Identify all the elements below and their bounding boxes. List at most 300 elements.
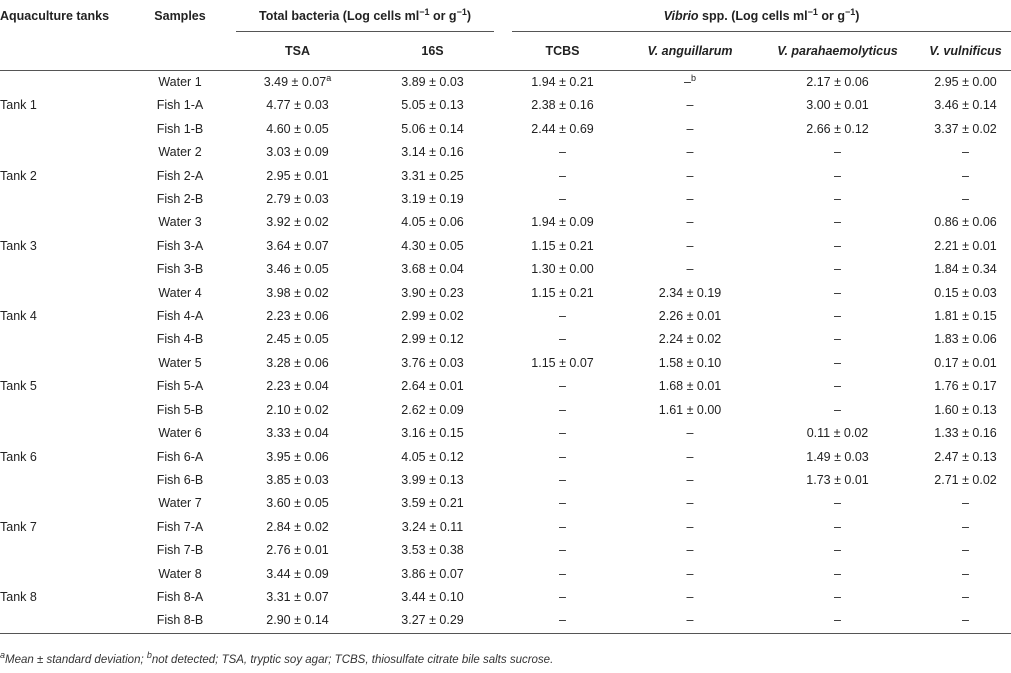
cell-tcbs-value: – [559, 519, 566, 534]
cell-v-anguillarum [625, 492, 755, 515]
cell-tsa-value: 4.60 ± 0.05 [266, 121, 329, 136]
cell-v-vulnificus [920, 446, 1011, 469]
table-row [0, 235, 1011, 258]
col-header-tcbs: TCBS [545, 44, 580, 58]
cell-tcbs-value: – [559, 379, 566, 394]
cell-v-vulnificus [920, 539, 1011, 562]
col-header-v-anguillarum: V. anguillarum [647, 44, 733, 58]
cell-tsa [230, 235, 365, 258]
table-row [0, 188, 1011, 211]
cell-v-anguillarum [625, 235, 755, 258]
cell-16s [365, 539, 500, 562]
col-header-16s: 16S [421, 44, 444, 58]
tank-label: Tank 6 [0, 449, 37, 464]
cell-16s-value: 3.89 ± 0.03 [401, 75, 464, 89]
cell-v-vulnificus-value: 3.46 ± 0.14 [934, 98, 997, 113]
footnote-marker: b [690, 73, 696, 83]
cell-16s-value: 3.31 ± 0.25 [401, 168, 464, 183]
cell-v-anguillarum-value: – [686, 496, 694, 511]
table-row [0, 516, 1011, 539]
cell-16s-value: 3.90 ± 0.23 [401, 285, 464, 300]
cell-v-anguillarum [625, 94, 755, 117]
cell-v-parahaemolyticus-value: – [834, 285, 841, 300]
cell-sample: Fish 8-B [130, 609, 230, 633]
cell-tcbs-value: 2.44 ± 0.69 [531, 121, 594, 136]
cell-16s [365, 375, 500, 398]
cell-v-vulnificus-value: 1.33 ± 0.16 [934, 426, 997, 441]
table-row [0, 563, 1011, 586]
table-row [0, 446, 1011, 469]
cell-tsa-value: 2.79 ± 0.03 [266, 192, 329, 207]
cell-tsa-value: 3.64 ± 0.07 [266, 238, 329, 253]
cell-v-anguillarum-value: – [684, 75, 691, 89]
cell-v-anguillarum [625, 446, 755, 469]
cell-tcbs [500, 258, 625, 281]
table-row [0, 469, 1011, 492]
cell-16s-value: 4.05 ± 0.12 [401, 449, 464, 464]
cell-v-parahaemolyticus [755, 258, 920, 281]
tank-label: Tank 3 [0, 238, 37, 253]
cell-v-parahaemolyticus [755, 422, 920, 445]
cell-v-parahaemolyticus-value: 1.49 ± 0.03 [806, 449, 869, 464]
table-row [0, 94, 1011, 117]
cell-sample: Fish 3-B [156, 262, 204, 277]
cell-v-anguillarum [625, 282, 755, 305]
cell-v-parahaemolyticus-value: – [834, 355, 841, 370]
cell-v-parahaemolyticus-value: – [834, 543, 841, 558]
cell-tsa-value: 3.85 ± 0.03 [266, 472, 329, 487]
cell-16s-value: 2.62 ± 0.09 [401, 402, 464, 417]
cell-v-parahaemolyticus [755, 118, 920, 141]
cell-tsa [230, 446, 365, 469]
cell-16s [365, 165, 500, 188]
cell-v-anguillarum [625, 305, 755, 328]
cell-tsa [230, 165, 365, 188]
cell-tcbs-value: – [559, 332, 566, 347]
cell-v-parahaemolyticus-value: 3.00 ± 0.01 [806, 98, 869, 113]
cell-v-parahaemolyticus-value: – [834, 215, 841, 230]
cell-v-anguillarum-value: – [686, 566, 694, 581]
cell-v-vulnificus-value: 0.17 ± 0.01 [934, 355, 997, 370]
cell-tcbs-value: – [559, 543, 566, 558]
table-row [0, 141, 1011, 164]
cell-tsa-value: 2.10 ± 0.02 [266, 402, 329, 417]
cell-v-parahaemolyticus-value: – [834, 262, 841, 277]
table-row [0, 71, 1011, 95]
cell-tcbs [500, 422, 625, 445]
cell-tcbs [500, 141, 625, 164]
cell-tsa-value: 3.44 ± 0.09 [266, 566, 329, 581]
cell-sample: Water 4 [158, 285, 202, 300]
cell-tcbs-value: – [559, 613, 566, 628]
cell-v-anguillarum [625, 328, 755, 351]
cell-tsa-value: 2.90 ± 0.14 [266, 613, 329, 628]
cell-v-vulnificus [920, 352, 1011, 375]
cell-tcbs-value: – [559, 426, 566, 441]
cell-v-vulnificus [920, 188, 1011, 211]
cell-16s-value: 2.99 ± 0.12 [401, 332, 464, 347]
cell-v-parahaemolyticus [755, 586, 920, 609]
cell-v-anguillarum [625, 118, 755, 141]
cell-tcbs [500, 328, 625, 351]
cell-v-vulnificus-value: – [962, 566, 969, 581]
cell-tcbs-value: – [559, 309, 566, 324]
cell-v-anguillarum [625, 141, 755, 164]
cell-v-vulnificus-value: 1.76 ± 0.17 [934, 379, 997, 394]
table-row [0, 305, 1011, 328]
cell-16s-value: 3.16 ± 0.15 [401, 426, 464, 441]
cell-v-anguillarum-value: 1.61 ± 0.00 [658, 402, 722, 417]
cell-tcbs-value: – [559, 589, 566, 604]
cell-v-vulnificus [920, 235, 1011, 258]
cell-tcbs-value: 1.94 ± 0.09 [531, 215, 594, 230]
cell-tcbs [500, 188, 625, 211]
cell-v-vulnificus-value: – [962, 145, 969, 160]
cell-v-vulnificus-value: – [962, 192, 969, 207]
cell-tcbs [500, 118, 625, 141]
cell-v-anguillarum-value: 2.34 ± 0.19 [658, 285, 722, 300]
cell-v-parahaemolyticus-value: 1.73 ± 0.01 [806, 472, 869, 487]
table-row [0, 328, 1011, 351]
cell-16s [365, 446, 500, 469]
cell-v-anguillarum-value: – [686, 589, 694, 604]
cell-v-vulnificus-value: 1.81 ± 0.15 [934, 309, 997, 324]
cell-tsa [230, 492, 365, 515]
cell-tcbs-value: – [559, 192, 566, 207]
cell-tcbs-value: 1.15 ± 0.07 [531, 355, 594, 370]
tank-label: Tank 8 [0, 563, 130, 634]
col-header-v-parahaemolyticus: V. parahaemolyticus [777, 44, 898, 58]
cell-16s [365, 258, 500, 281]
cell-16s [365, 422, 500, 445]
cell-v-vulnificus [920, 492, 1011, 515]
cell-v-parahaemolyticus [755, 516, 920, 539]
cell-v-parahaemolyticus [755, 352, 920, 375]
cell-v-vulnificus-value: 0.86 ± 0.06 [934, 215, 997, 230]
cell-16s [365, 188, 500, 211]
cell-v-anguillarum [625, 609, 755, 633]
cell-tcbs [500, 516, 625, 539]
cell-v-parahaemolyticus-value: – [834, 566, 841, 581]
cell-sample: Water 7 [158, 496, 202, 511]
cell-v-parahaemolyticus-value: – [834, 613, 841, 628]
cell-v-vulnificus-value: – [962, 543, 969, 558]
cell-v-parahaemolyticus-value: – [834, 332, 841, 347]
cell-v-vulnificus [920, 399, 1011, 422]
cell-v-anguillarum-value: – [686, 543, 694, 558]
cell-v-parahaemolyticus-value: – [834, 589, 841, 604]
cell-v-anguillarum-value: – [686, 98, 694, 113]
cell-sample: Fish 7-A [156, 519, 204, 534]
cell-tsa [230, 375, 365, 398]
cell-v-vulnificus [920, 469, 1011, 492]
cell-v-anguillarum [625, 422, 755, 445]
cell-v-anguillarum-value: – [686, 192, 694, 207]
table-row [0, 258, 1011, 281]
cell-v-parahaemolyticus-value: 2.66 ± 0.12 [806, 121, 869, 136]
cell-v-anguillarum-value: – [686, 215, 694, 230]
cell-tcbs [500, 94, 625, 117]
group-header-total-bacteria: Total bacteria (Log cells $ml^{-1}$ or $g^{-1}$) [230, 0, 500, 32]
cell-v-anguillarum [625, 71, 755, 95]
cell-tsa-value: 2.84 ± 0.02 [266, 519, 329, 534]
cell-tsa-value: 3.92 ± 0.02 [266, 215, 329, 230]
cell-v-vulnificus [920, 118, 1011, 141]
cell-sample: Fish 5-B [156, 402, 204, 417]
cell-tcbs [500, 446, 625, 469]
cell-v-anguillarum [625, 586, 755, 609]
cell-v-vulnificus [920, 71, 1011, 95]
cell-tsa [230, 211, 365, 234]
cell-sample: Water 3 [158, 215, 202, 230]
cell-v-vulnificus-value: 1.84 ± 0.34 [934, 262, 997, 277]
cell-v-parahaemolyticus [755, 305, 920, 328]
cell-tsa-value: 3.46 ± 0.05 [266, 262, 329, 277]
cell-v-anguillarum-value: – [686, 449, 694, 464]
cell-v-parahaemolyticus [755, 211, 920, 234]
cell-v-parahaemolyticus [755, 235, 920, 258]
cell-16s [365, 516, 500, 539]
cell-v-anguillarum-value: – [686, 472, 694, 487]
cell-16s-value: 3.99 ± 0.13 [401, 472, 464, 487]
cell-v-anguillarum [625, 375, 755, 398]
cell-v-anguillarum [625, 352, 755, 375]
cell-16s-value: 3.53 ± 0.38 [401, 543, 464, 558]
cell-16s-value: 3.24 ± 0.11 [401, 519, 464, 534]
cell-16s-value: 3.14 ± 0.16 [401, 145, 464, 160]
cell-v-anguillarum [625, 188, 755, 211]
cell-v-vulnificus-value: – [962, 496, 969, 511]
cell-sample: Fish 2-B [156, 192, 204, 207]
cell-tsa [230, 282, 365, 305]
cell-16s [365, 94, 500, 117]
cell-v-anguillarum-value: 2.26 ± 0.01 [658, 309, 722, 324]
cell-v-parahaemolyticus [755, 94, 920, 117]
cell-16s [365, 586, 500, 609]
table-row [0, 118, 1011, 141]
cell-tsa-value: 2.76 ± 0.01 [266, 543, 329, 558]
cell-tsa [230, 71, 365, 95]
cell-16s [365, 235, 500, 258]
cell-tsa-value: 2.23 ± 0.06 [266, 309, 329, 324]
cell-tsa [230, 539, 365, 562]
cell-tcbs [500, 352, 625, 375]
cell-tcbs [500, 165, 625, 188]
group-header-vibrio: Vibrio spp. (Log cells $ml^{-1}$ or $g^{-1}$) [500, 0, 1011, 32]
cell-16s-value: 2.64 ± 0.01 [401, 379, 464, 394]
cell-v-parahaemolyticus-value: – [834, 309, 841, 324]
cell-sample: Fish 5-A [156, 379, 204, 394]
tank-label: Tank 7 [0, 519, 37, 534]
cell-v-anguillarum-value: – [686, 145, 694, 160]
tank-label: Tank 2 [0, 168, 37, 183]
cell-v-vulnificus [920, 563, 1011, 586]
cell-16s-value: 3.68 ± 0.04 [401, 262, 464, 277]
cell-v-parahaemolyticus [755, 71, 920, 95]
cell-tsa [230, 94, 365, 117]
cell-tsa-value: 4.77 ± 0.03 [266, 98, 329, 113]
cell-tsa [230, 258, 365, 281]
cell-tsa [230, 399, 365, 422]
cell-v-vulnificus-value: 1.60 ± 0.13 [934, 402, 997, 417]
cell-v-parahaemolyticus-value: – [834, 192, 841, 207]
cell-v-vulnificus [920, 211, 1011, 234]
cell-16s-value: 4.05 ± 0.06 [401, 215, 464, 230]
header-row-1 [0, 0, 1011, 32]
cell-tsa [230, 516, 365, 539]
cell-tsa [230, 586, 365, 609]
cell-v-vulnificus-value: 2.71 ± 0.02 [934, 472, 997, 487]
cell-v-vulnificus-value: 0.15 ± 0.03 [934, 285, 997, 300]
cell-16s [365, 211, 500, 234]
cell-tsa-value: 2.95 ± 0.01 [266, 168, 329, 183]
table-row [0, 352, 1011, 375]
cell-16s-value: 3.19 ± 0.19 [401, 192, 464, 207]
cell-v-anguillarum-value: – [686, 121, 694, 136]
cell-v-anguillarum-value: – [686, 238, 694, 253]
cell-tsa [230, 118, 365, 141]
cell-v-parahaemolyticus [755, 141, 920, 164]
cell-16s [365, 141, 500, 164]
cell-v-anguillarum [625, 165, 755, 188]
cell-sample: Water 1 [158, 75, 202, 89]
cell-v-vulnificus-value: – [962, 613, 969, 628]
cell-v-anguillarum-value: – [686, 519, 694, 534]
cell-v-anguillarum-value: 1.58 ± 0.10 [658, 355, 722, 370]
cell-16s [365, 352, 500, 375]
cell-v-vulnificus-value: 2.47 ± 0.13 [934, 449, 997, 464]
cell-16s [365, 399, 500, 422]
cell-sample: Fish 2-A [156, 168, 204, 183]
cell-tcbs [500, 399, 625, 422]
cell-sample: Water 5 [158, 355, 202, 370]
cell-tcbs [500, 375, 625, 398]
table-footnote: $^a$Mean ± standard deviation; $^b$not detected; TSA, tryptic soy agar; TCBS, thiosulfate citrate bile salts sucrose. [0, 650, 554, 666]
cell-v-anguillarum-value: – [686, 262, 694, 277]
cell-v-vulnificus [920, 586, 1011, 609]
cell-v-parahaemolyticus [755, 539, 920, 562]
cell-v-vulnificus-value: 1.83 ± 0.06 [934, 332, 997, 347]
table-row [0, 165, 1011, 188]
cell-v-vulnificus [920, 258, 1011, 281]
cell-tsa [230, 352, 365, 375]
cell-v-vulnificus-value: 3.37 ± 0.02 [934, 121, 997, 136]
cell-sample: Fish 7-B [156, 543, 204, 558]
cell-v-parahaemolyticus [755, 188, 920, 211]
cell-tcbs-value: – [559, 402, 566, 417]
footnote-marker: a [326, 73, 332, 83]
cell-v-anguillarum [625, 211, 755, 234]
cell-tsa [230, 188, 365, 211]
cell-tcbs [500, 211, 625, 234]
cell-16s-value: 3.59 ± 0.21 [401, 496, 464, 511]
cell-v-parahaemolyticus-value: 0.11 ± 0.02 [806, 426, 869, 441]
cell-tsa-value: 2.23 ± 0.04 [266, 379, 329, 394]
cell-tsa [230, 563, 365, 586]
cell-tsa [230, 141, 365, 164]
cell-tcbs [500, 492, 625, 515]
cell-sample: Fish 3-A [156, 238, 204, 253]
table-row [0, 539, 1011, 562]
cell-sample: Fish 6-B [156, 472, 204, 487]
cell-16s-value: 5.05 ± 0.13 [401, 98, 464, 113]
table-body [0, 71, 1011, 634]
cell-v-vulnificus [920, 94, 1011, 117]
cell-16s-value: 3.44 ± 0.10 [401, 589, 464, 604]
cell-v-parahaemolyticus [755, 492, 920, 515]
cell-16s [365, 469, 500, 492]
cell-sample: Water 6 [158, 426, 202, 441]
table-row [0, 609, 1011, 633]
cell-v-parahaemolyticus [755, 282, 920, 305]
cell-tcbs [500, 305, 625, 328]
cell-sample: Fish 6-A [156, 449, 204, 464]
cell-tcbs-value: 1.15 ± 0.21 [531, 238, 594, 253]
cell-tcbs-value: – [559, 472, 566, 487]
cell-v-anguillarum-value: 1.68 ± 0.01 [658, 379, 722, 394]
cell-tsa [230, 328, 365, 351]
cell-v-vulnificus [920, 282, 1011, 305]
cell-v-anguillarum [625, 258, 755, 281]
table-row [0, 282, 1011, 305]
cell-tcbs [500, 282, 625, 305]
cell-sample: Fish 4-B [156, 332, 204, 347]
cell-tcbs-value: – [559, 566, 566, 581]
cell-v-vulnificus [920, 609, 1011, 633]
table-row [0, 586, 1011, 609]
cell-tsa-value: 3.33 ± 0.04 [266, 426, 329, 441]
cell-v-parahaemolyticus-value: – [834, 238, 841, 253]
table-row [0, 211, 1011, 234]
cell-16s-value: 3.27 ± 0.29 [401, 613, 464, 628]
cell-tsa-value: 3.98 ± 0.02 [266, 285, 329, 300]
cell-v-vulnificus-value: 2.21 ± 0.01 [934, 238, 997, 253]
cell-v-parahaemolyticus [755, 165, 920, 188]
cell-tcbs-value: – [559, 449, 566, 464]
cell-v-vulnificus [920, 305, 1011, 328]
cell-tcbs-value: 1.94 ± 0.21 [531, 75, 594, 89]
cell-v-parahaemolyticus-value: – [834, 145, 841, 160]
cell-tcbs [500, 71, 625, 95]
cell-v-parahaemolyticus-value: – [834, 168, 841, 183]
cell-sample: Water 8 [158, 566, 202, 581]
cell-16s-value: 3.76 ± 0.03 [401, 355, 464, 370]
cell-v-anguillarum [625, 539, 755, 562]
cell-v-parahaemolyticus [755, 328, 920, 351]
tank-label: Tank 5 [0, 379, 37, 394]
cell-tsa [230, 305, 365, 328]
cell-v-anguillarum [625, 399, 755, 422]
col-header-tsa: TSA [285, 44, 310, 58]
table-row [0, 399, 1011, 422]
cell-tcbs-value: – [559, 496, 566, 511]
cell-tsa-value: 3.31 ± 0.07 [266, 589, 329, 604]
cell-tsa-value: 3.28 ± 0.06 [266, 355, 329, 370]
cell-16s [365, 71, 500, 95]
cell-v-vulnificus-value: – [962, 519, 969, 534]
cell-v-parahaemolyticus-value: – [834, 379, 841, 394]
cell-tcbs-value: 1.15 ± 0.21 [531, 285, 594, 300]
cell-16s [365, 305, 500, 328]
cell-tcbs [500, 539, 625, 562]
cell-tcbs [500, 563, 625, 586]
cell-16s-value: 4.30 ± 0.05 [401, 238, 464, 253]
cell-v-vulnificus [920, 165, 1011, 188]
cell-tcbs-value: 1.30 ± 0.00 [531, 262, 594, 277]
cell-tsa [230, 469, 365, 492]
tank-label: Tank 4 [0, 309, 37, 324]
tank-label: Tank 1 [0, 98, 37, 113]
